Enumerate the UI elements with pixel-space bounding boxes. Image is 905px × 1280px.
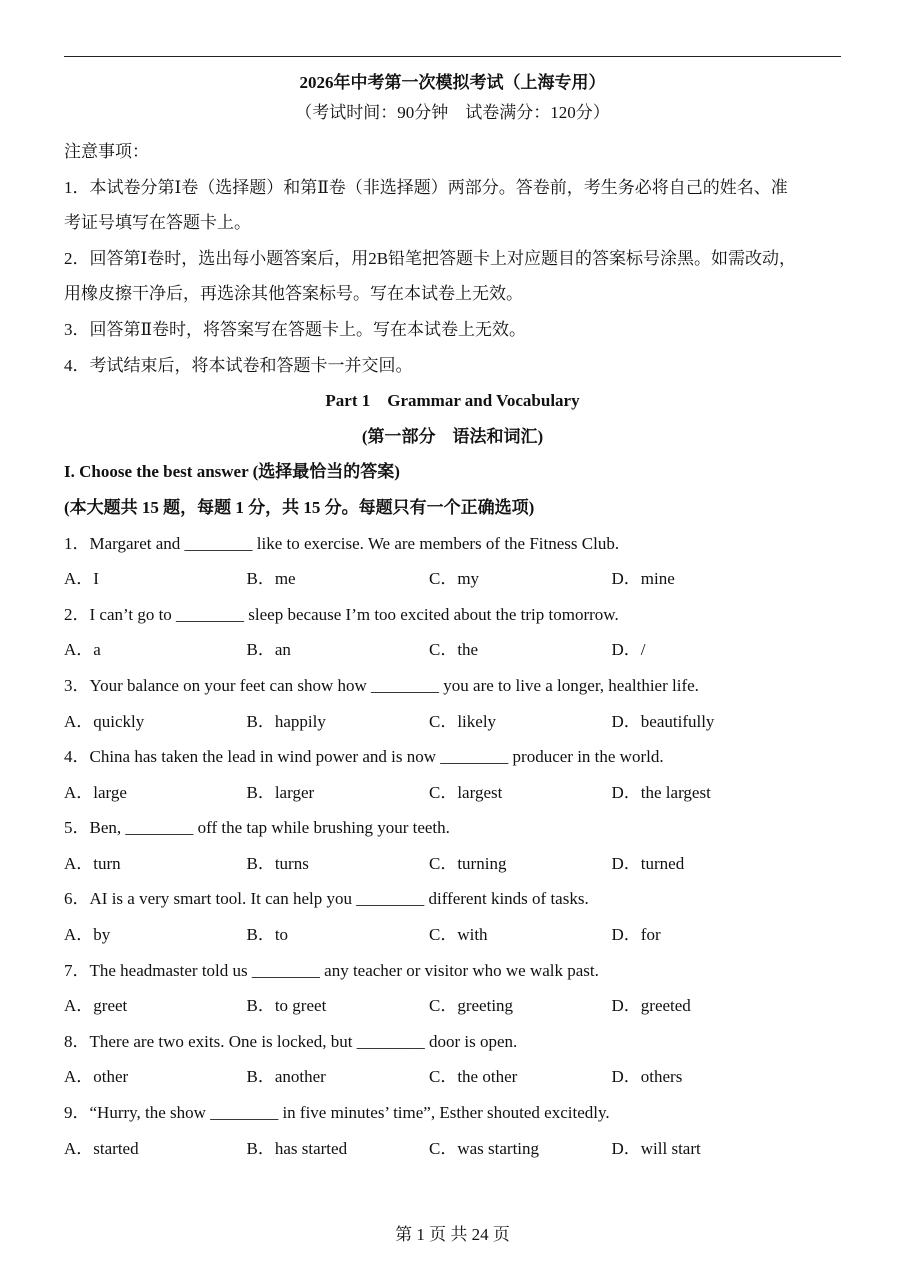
- option-d: D．others: [611, 1067, 683, 1087]
- option-b: B．has started: [246, 1138, 348, 1158]
- question-item: [64, 526, 841, 597]
- option-row: [64, 917, 841, 953]
- exam-page: [64, 68, 841, 1166]
- option-row: [64, 988, 841, 1024]
- option-row: [64, 561, 841, 597]
- option-a: A．a: [64, 640, 101, 660]
- option-a: A．I: [64, 569, 99, 589]
- notes-heading: 注意事项：: [64, 142, 149, 161]
- option-b: B．happily: [246, 711, 326, 731]
- question-stem: 8．There are two exits. One is locked, but ________ door is open.: [64, 1031, 518, 1051]
- option-d: D．/: [611, 640, 646, 660]
- note-1-line-1: 1．本试卷分第Ⅰ卷（选择题）和第Ⅱ卷（非选择题）两部分。答卷前，考生务必将自己的姓名、准: [64, 177, 788, 197]
- option-row: [64, 1059, 841, 1095]
- option-d: D．mine: [611, 569, 675, 589]
- option-b: B．another: [246, 1067, 326, 1087]
- header-rule: [64, 56, 841, 57]
- option-row: [64, 704, 841, 740]
- note-1-line-2: 考证号填写在答题卡上。: [64, 213, 251, 233]
- option-d: D．beautifully: [611, 711, 715, 731]
- option-d: D．for: [611, 925, 661, 945]
- option-b: B．an: [246, 640, 291, 660]
- question-stem: 6．AI is a very smart tool. It can help you ________ different kinds of tasks.: [64, 889, 589, 909]
- exam-subtitle: （考试时间：90分钟 试卷满分：120分）: [295, 103, 610, 122]
- option-c: C．likely: [429, 711, 497, 731]
- note-4: 4．考试结束后，将本试卷和答题卡一并交回。: [64, 355, 413, 375]
- question-item: [64, 668, 841, 739]
- question-item: [64, 597, 841, 668]
- option-c: C．greeting: [429, 996, 514, 1016]
- option-a: A．large: [64, 782, 127, 802]
- question-item: [64, 1024, 841, 1095]
- question-stem: 7．The headmaster told us ________ any teacher or visitor who we walk past.: [64, 960, 599, 980]
- question-stem: 1．Margaret and ________ like to exercise. We are members of the Fitness Club.: [64, 533, 620, 553]
- question-stem: 3．Your balance on your feet can show how ________ you are to live a longer, healthier life.: [64, 675, 699, 695]
- option-c: C．with: [429, 925, 488, 945]
- question-item: [64, 881, 841, 952]
- option-d: D．will start: [611, 1138, 701, 1158]
- question-list: [64, 526, 841, 1167]
- question-stem: 5．Ben, ________ off the tap while brushing your teeth.: [64, 818, 450, 838]
- option-c: C．my: [429, 569, 480, 589]
- question-item: [64, 739, 841, 810]
- option-d: D．the largest: [611, 782, 711, 802]
- option-a: A．by: [64, 925, 111, 945]
- option-row: [64, 846, 841, 882]
- part-subtitle: (第一部分 语法和词汇): [361, 426, 544, 446]
- exam-title: 2026年中考第一次模拟考试（上海专用）: [299, 73, 606, 92]
- note-2-line-1: 2．回答第Ⅰ卷时，选出每小题答案后，用2B铅笔把答题卡上对应题目的答案标号涂黑。如需改动，: [64, 248, 797, 268]
- option-b: B．me: [246, 569, 296, 589]
- note-2-line-2: 用橡皮擦干净后，再选涂其他答案标号。写在本试卷上无效。: [64, 284, 523, 304]
- question-item: [64, 953, 841, 1024]
- option-c: C．the other: [429, 1067, 518, 1087]
- option-c: C．largest: [429, 782, 503, 802]
- question-item: [64, 1095, 841, 1166]
- option-d: D．turned: [611, 853, 685, 873]
- option-a: A．other: [64, 1067, 129, 1087]
- note-3: 3．回答第Ⅱ卷时，将答案写在答题卡上。写在本试卷上无效。: [64, 319, 527, 339]
- option-a: A．greet: [64, 996, 128, 1016]
- option-b: B．to: [246, 925, 289, 945]
- section-instruction: (本大题共 15 题，每题 1 分，共 15 分。每题只有一个正确选项): [64, 497, 535, 517]
- option-row: [64, 775, 841, 811]
- option-row: [64, 632, 841, 668]
- option-d: D．greeted: [611, 996, 691, 1016]
- option-c: C．turning: [429, 853, 507, 873]
- option-a: A．turn: [64, 853, 121, 873]
- option-b: B．larger: [246, 782, 315, 802]
- option-b: B．to greet: [246, 996, 327, 1016]
- question-stem: 9．“Hurry, the show ________ in five minutes’ time”, Esther shouted excitedly.: [64, 1103, 610, 1123]
- page-footer: 第 1 页 共 24 页: [395, 1225, 510, 1244]
- question-stem: 2．I can’t go to ________ sleep because I’m too excited about the trip tomorrow.: [64, 604, 619, 624]
- question-stem: 4．China has taken the lead in wind power and is now ________ producer in the world.: [64, 747, 664, 767]
- section-title: I. Choose the best answer (选择最恰当的答案): [64, 462, 400, 482]
- part-title: Part 1 Grammar and Vocabulary: [325, 391, 580, 411]
- option-a: A．quickly: [64, 711, 145, 731]
- notes-block: [64, 134, 841, 383]
- option-row: [64, 1131, 841, 1167]
- option-c: C．the: [429, 640, 479, 660]
- option-a: A．started: [64, 1138, 139, 1158]
- question-item: [64, 810, 841, 881]
- option-b: B．turns: [246, 853, 309, 873]
- option-c: C．was starting: [429, 1138, 540, 1158]
